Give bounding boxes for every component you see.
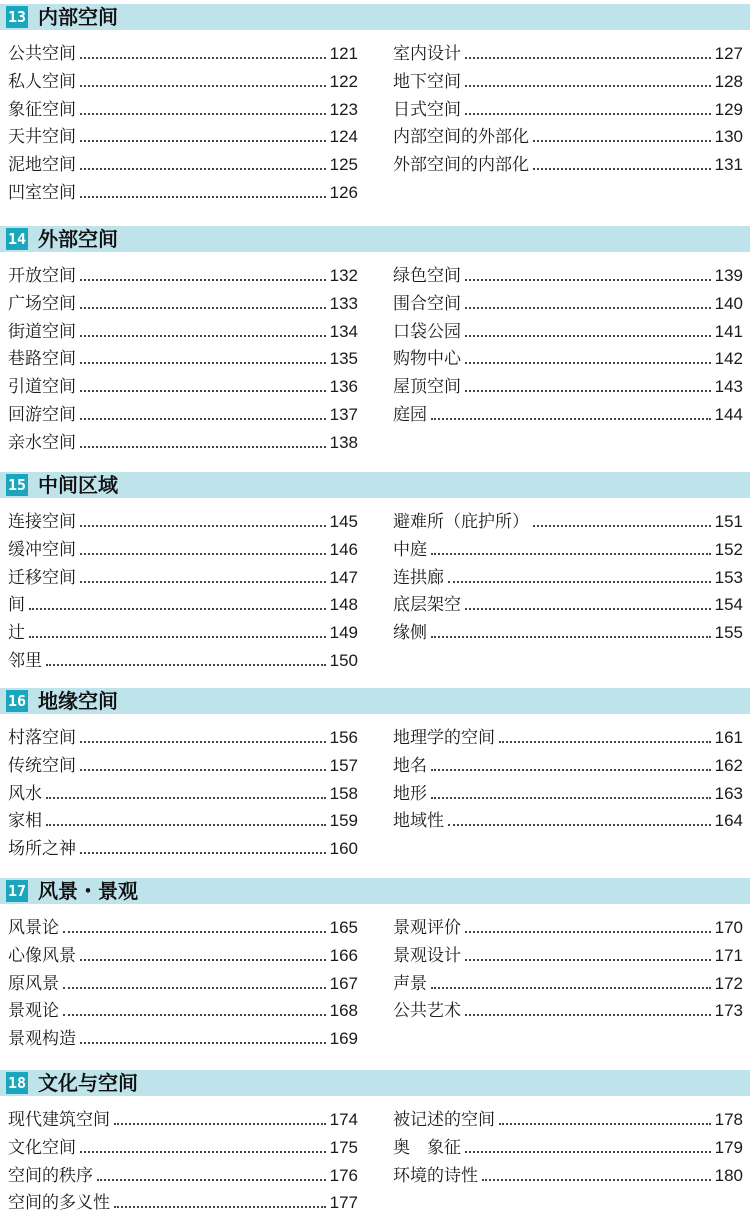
entry-label: 景观构造: [8, 1029, 76, 1050]
entry-page-number: 149: [329, 623, 358, 643]
dot-leader: [80, 525, 326, 527]
dot-leader: [80, 140, 326, 142]
dot-leader: [80, 168, 326, 170]
dot-leader: [80, 852, 326, 854]
toc-entry[interactable]: [393, 591, 743, 619]
entry-label: 街道空间: [8, 321, 76, 342]
toc-entry[interactable]: [393, 724, 743, 752]
entry-label: 景观评价: [393, 918, 461, 938]
entry-page-number: 123: [329, 99, 358, 119]
toc-entry[interactable]: [8, 96, 358, 124]
dot-leader: [431, 797, 711, 799]
entry-page-number: 169: [329, 1029, 358, 1049]
entry-label: 地域性: [393, 811, 444, 832]
entry-page-number: 148: [329, 595, 358, 615]
dot-leader: [80, 769, 326, 771]
entry-label: 风景论: [8, 918, 59, 938]
entry-label: 原风景: [8, 973, 59, 994]
entry-page-number: 177: [329, 1193, 358, 1213]
dot-leader: [29, 608, 326, 610]
entry-page-number: 124: [329, 127, 358, 147]
entry-page-number: 145: [329, 512, 358, 531]
entry-label: 开放空间: [8, 266, 76, 286]
toc-entry[interactable]: [393, 1106, 743, 1134]
entry-label: 内部空间的外部化: [393, 127, 529, 148]
entry-label: 象征空间: [8, 99, 76, 120]
toc-entry[interactable]: [393, 96, 743, 124]
toc-entry[interactable]: [8, 290, 358, 318]
toc-entry[interactable]: [393, 780, 743, 808]
toc-entry[interactable]: [8, 1189, 358, 1217]
dot-leader: [499, 741, 711, 743]
entry-page-number: 134: [329, 321, 358, 341]
entry-label: 空间的多义性: [8, 1193, 110, 1214]
entry-page-number: 131: [714, 155, 743, 175]
entry-page-number: 127: [714, 44, 743, 63]
entry-label: 景观设计: [393, 945, 461, 966]
entry-label: 口袋公园: [393, 321, 461, 342]
entry-label: 连接空间: [8, 512, 76, 532]
entry-label: 日式空间: [393, 99, 461, 120]
entry-page-number: 152: [714, 539, 743, 559]
entry-label: 购物中心: [393, 349, 461, 370]
entry-label: 中庭: [393, 539, 427, 560]
toc-entry[interactable]: [8, 179, 358, 207]
dot-leader: [465, 959, 711, 961]
dot-leader: [499, 1123, 711, 1125]
toc-section: [0, 226, 750, 453]
entry-page-number: 144: [714, 405, 743, 424]
entry-label: 现代建筑空间: [8, 1110, 110, 1130]
entry-page-number: 165: [329, 918, 358, 937]
section-title: 地缘空间: [38, 689, 118, 713]
dot-leader: [431, 553, 711, 555]
dot-leader: [80, 307, 326, 309]
entry-page-number: 160: [329, 839, 358, 859]
dot-leader: [533, 168, 711, 170]
entry-page-number: 153: [714, 567, 743, 587]
entry-label: 公共空间: [8, 44, 76, 64]
section-number-badge: 16: [7, 692, 27, 710]
dot-leader: [80, 418, 326, 420]
entry-page-number: 163: [714, 783, 743, 803]
entry-page-number: 166: [329, 945, 358, 965]
entry-label: 泥地空间: [8, 155, 76, 176]
dot-leader: [80, 113, 326, 115]
toc-entry[interactable]: [393, 401, 743, 429]
entry-label: 缘侧: [393, 623, 427, 644]
entry-page-number: 162: [714, 755, 743, 775]
entry-page-number: 178: [714, 1110, 743, 1129]
toc-entry[interactable]: [393, 914, 743, 942]
dot-leader: [431, 769, 711, 771]
dot-leader: [465, 362, 711, 364]
toc-entry[interactable]: [393, 123, 743, 151]
entry-page-number: 175: [329, 1137, 358, 1157]
toc-entry[interactable]: [393, 345, 743, 373]
dot-leader: [29, 636, 326, 638]
dot-leader: [431, 987, 711, 989]
toc-section: [0, 472, 750, 671]
dot-leader: [80, 959, 326, 961]
dot-leader: [533, 525, 711, 527]
entry-label: 广场空间: [8, 293, 76, 314]
dot-leader: [97, 1179, 326, 1181]
toc-entry[interactable]: [8, 835, 358, 863]
section-number-badge: 17: [7, 882, 27, 900]
dot-leader: [80, 446, 326, 448]
entry-label: 空间的秩序: [8, 1165, 93, 1186]
entry-page-number: 173: [714, 1001, 743, 1021]
toc-entry[interactable]: [393, 997, 743, 1025]
toc-entry[interactable]: [393, 970, 743, 998]
entry-page-number: 121: [329, 44, 358, 63]
section-title: 中间区域: [38, 473, 118, 497]
dot-leader: [80, 85, 326, 87]
entry-label: 巷路空间: [8, 349, 76, 370]
dot-leader: [465, 335, 711, 337]
entry-label: 环境的诗性: [393, 1165, 478, 1186]
entry-label: 被记述的空间: [393, 1110, 495, 1130]
toc-entry[interactable]: [393, 262, 743, 290]
toc-entry[interactable]: [393, 1134, 743, 1162]
entry-label: 地下空间: [393, 71, 461, 92]
toc-entry[interactable]: [393, 151, 743, 179]
entry-page-number: 161: [714, 728, 743, 747]
entry-label: 引道空间: [8, 377, 76, 398]
entry-label: 村落空间: [8, 728, 76, 748]
dot-leader: [80, 279, 326, 281]
toc-entry[interactable]: [8, 1134, 358, 1162]
toc-entry[interactable]: [393, 508, 743, 536]
section-number-badge: 14: [7, 230, 27, 248]
entry-page-number: 125: [329, 155, 358, 175]
toc-entry[interactable]: [8, 123, 358, 151]
entry-label: 避难所（庇护所）: [393, 512, 529, 532]
toc-section: [0, 4, 750, 203]
dot-leader: [46, 824, 326, 826]
toc-entry[interactable]: [8, 724, 358, 752]
dot-leader: [63, 987, 326, 989]
entry-label: 地形: [393, 783, 427, 804]
toc-entry[interactable]: [8, 536, 358, 564]
entry-page-number: 137: [329, 405, 358, 424]
toc-entry[interactable]: [393, 318, 743, 346]
toc-entry[interactable]: [393, 536, 743, 564]
dot-leader: [465, 85, 711, 87]
toc-entry[interactable]: [8, 40, 358, 68]
entry-page-number: 155: [714, 623, 743, 643]
entry-label: 绿色空间: [393, 266, 461, 286]
dot-leader: [46, 664, 326, 666]
toc-entry[interactable]: [8, 780, 358, 808]
section-title: 内部空间: [38, 5, 118, 29]
entry-label: 凹室空间: [8, 183, 76, 203]
entry-label: 家相: [8, 811, 42, 832]
dot-leader: [431, 636, 711, 638]
toc-entry[interactable]: [8, 508, 358, 536]
toc-entry[interactable]: [8, 619, 358, 647]
entry-page-number: 133: [329, 293, 358, 313]
entry-label: 迁移空间: [8, 567, 76, 588]
toc-entry[interactable]: [393, 68, 743, 96]
entry-page-number: 174: [329, 1110, 358, 1129]
entry-page-number: 167: [329, 973, 358, 993]
toc-entry[interactable]: [393, 290, 743, 318]
entry-label: 心像风景: [8, 945, 76, 966]
toc-entry[interactable]: [8, 647, 358, 675]
toc-entry[interactable]: [8, 318, 358, 346]
entry-label: 场所之神: [8, 839, 76, 860]
entry-page-number: 170: [714, 918, 743, 937]
toc-entry[interactable]: [8, 1025, 358, 1053]
toc-entry[interactable]: [8, 401, 358, 429]
toc-entry[interactable]: [393, 807, 743, 835]
entry-label: 私人空间: [8, 71, 76, 92]
dot-leader: [465, 279, 711, 281]
dot-leader: [465, 390, 711, 392]
dot-leader: [80, 581, 326, 583]
entry-page-number: 139: [714, 266, 743, 285]
toc-section: [0, 688, 750, 860]
entry-label: 回游空间: [8, 405, 76, 425]
toc-entry[interactable]: [8, 1106, 358, 1134]
toc-entry[interactable]: [8, 345, 358, 373]
toc-entry[interactable]: [8, 752, 358, 780]
entry-page-number: 157: [329, 755, 358, 775]
entry-page-number: 136: [329, 377, 358, 397]
toc-entry[interactable]: [393, 373, 743, 401]
section-title: 风景・景观: [38, 879, 138, 903]
section-header: [0, 472, 750, 498]
section-number-badge: 18: [7, 1074, 27, 1092]
entry-label: 室内设计: [393, 44, 461, 64]
dot-leader: [80, 1151, 326, 1153]
section-header: [0, 226, 750, 252]
entry-label: 奥 象征: [393, 1137, 461, 1158]
entry-label: 公共艺术: [393, 1001, 461, 1022]
entry-page-number: 140: [714, 293, 743, 313]
toc-entry[interactable]: [393, 942, 743, 970]
entry-page-number: 171: [714, 945, 743, 965]
dot-leader: [46, 797, 326, 799]
toc-entry[interactable]: [8, 68, 358, 96]
dot-leader: [465, 307, 711, 309]
dot-leader: [80, 553, 326, 555]
toc-entry[interactable]: [8, 591, 358, 619]
entry-page-number: 138: [329, 432, 358, 452]
entry-page-number: 130: [714, 127, 743, 147]
section-header: [0, 878, 750, 904]
toc-entry[interactable]: [8, 564, 358, 592]
entry-page-number: 172: [714, 973, 743, 993]
toc-entry[interactable]: [8, 429, 358, 457]
entry-label: 围合空间: [393, 293, 461, 314]
toc-entry[interactable]: [8, 970, 358, 998]
entry-label: 声景: [393, 973, 427, 994]
toc-entry[interactable]: [8, 942, 358, 970]
entry-label: 邻里: [8, 651, 42, 671]
entry-label: 景观论: [8, 1001, 59, 1022]
dot-leader: [465, 931, 711, 933]
dot-leader: [431, 418, 711, 420]
section-header: [0, 1070, 750, 1096]
entry-page-number: 142: [714, 349, 743, 369]
entry-label: 辻: [8, 623, 25, 644]
section-number-badge: 13: [7, 8, 27, 26]
section-title: 外部空间: [38, 227, 118, 251]
toc-section: [0, 1070, 750, 1214]
entry-page-number: 129: [714, 99, 743, 119]
entry-page-number: 158: [329, 783, 358, 803]
entry-page-number: 151: [714, 512, 743, 531]
dot-leader: [80, 196, 326, 198]
dot-leader: [80, 335, 326, 337]
entry-page-number: 168: [329, 1001, 358, 1021]
dot-leader: [80, 1042, 326, 1044]
entry-label: 地理学的空间: [393, 728, 495, 748]
dot-leader: [114, 1123, 326, 1125]
entry-label: 地名: [393, 755, 427, 776]
entry-page-number: 135: [329, 349, 358, 369]
entry-page-number: 122: [329, 71, 358, 91]
toc-section: [0, 878, 750, 1050]
entry-label: 底层架空: [393, 595, 461, 616]
dot-leader: [80, 57, 326, 59]
entry-label: 连拱廊: [393, 567, 444, 588]
entry-label: 文化空间: [8, 1137, 76, 1158]
toc-entry[interactable]: [8, 997, 358, 1025]
entry-page-number: 180: [714, 1165, 743, 1185]
entry-label: 缓冲空间: [8, 539, 76, 560]
entry-page-number: 176: [329, 1165, 358, 1185]
entry-page-number: 128: [714, 71, 743, 91]
entry-page-number: 126: [329, 183, 358, 202]
entry-page-number: 146: [329, 539, 358, 559]
dot-leader: [63, 1014, 326, 1016]
toc-entry[interactable]: [8, 151, 358, 179]
toc-entry[interactable]: [8, 262, 358, 290]
entry-page-number: 159: [329, 811, 358, 831]
dot-leader: [448, 581, 711, 583]
toc-entry[interactable]: [8, 807, 358, 835]
dot-leader: [80, 390, 326, 392]
dot-leader: [465, 608, 711, 610]
dot-leader: [465, 57, 711, 59]
entry-page-number: 132: [329, 266, 358, 285]
toc-entry[interactable]: [393, 1162, 743, 1190]
entry-page-number: 150: [329, 651, 358, 670]
section-header: [0, 4, 750, 30]
entry-label: 风水: [8, 783, 42, 804]
entry-label: 天井空间: [8, 127, 76, 148]
section-header: [0, 688, 750, 714]
toc-entry[interactable]: [8, 914, 358, 942]
entry-page-number: 179: [714, 1137, 743, 1157]
entry-label: 外部空间的内部化: [393, 155, 529, 176]
entry-label: 亲水空间: [8, 432, 76, 453]
entry-label: 间: [8, 595, 25, 616]
dot-leader: [63, 931, 326, 933]
entry-page-number: 141: [714, 321, 743, 341]
section-number-badge: 15: [7, 476, 27, 494]
dot-leader: [114, 1206, 326, 1208]
toc-entry[interactable]: [393, 564, 743, 592]
toc-entry[interactable]: [393, 40, 743, 68]
entry-label: 庭园: [393, 405, 427, 425]
dot-leader: [482, 1179, 711, 1181]
dot-leader: [80, 362, 326, 364]
dot-leader: [448, 824, 711, 826]
dot-leader: [465, 1151, 711, 1153]
toc-entry[interactable]: [8, 1162, 358, 1190]
entry-page-number: 154: [714, 595, 743, 615]
toc-entry[interactable]: [8, 373, 358, 401]
entry-page-number: 156: [329, 728, 358, 747]
dot-leader: [80, 741, 326, 743]
entry-label: 屋顶空间: [393, 377, 461, 398]
section-title: 文化与空间: [38, 1071, 138, 1095]
entry-page-number: 147: [329, 567, 358, 587]
entry-page-number: 164: [714, 811, 743, 831]
dot-leader: [465, 1014, 711, 1016]
entry-page-number: 143: [714, 377, 743, 397]
toc-entry[interactable]: [393, 619, 743, 647]
entry-label: 传统空间: [8, 755, 76, 776]
dot-leader: [533, 140, 711, 142]
dot-leader: [465, 113, 711, 115]
toc-entry[interactable]: [393, 752, 743, 780]
